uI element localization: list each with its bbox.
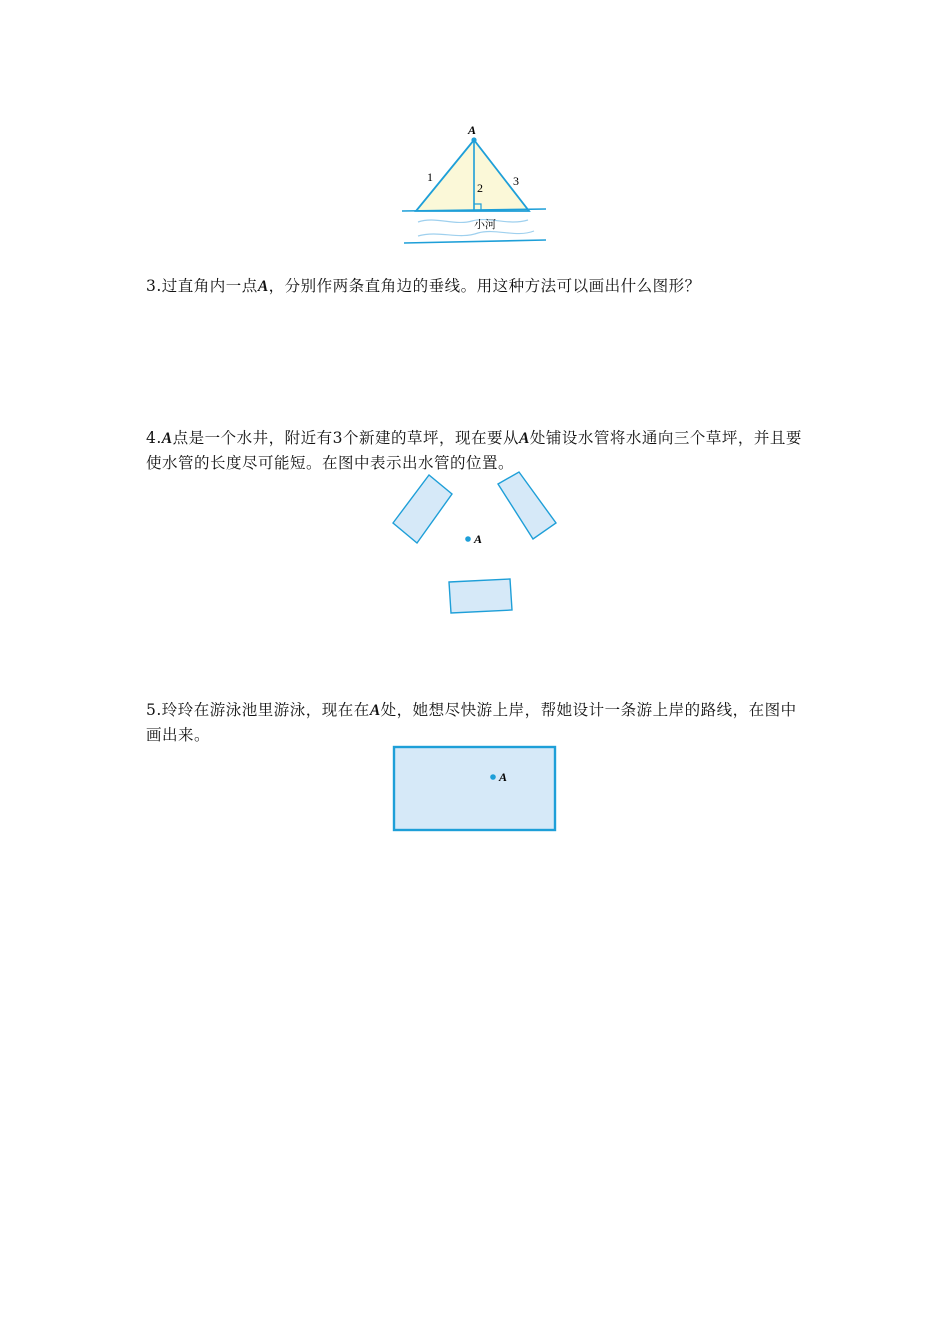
line-label-1: 1 <box>427 170 433 184</box>
lawn-bottom <box>449 579 512 613</box>
swimmer-label: A <box>499 770 508 784</box>
swimmer-dot <box>490 774 496 780</box>
river-wave-1 <box>418 220 528 223</box>
pool-rect <box>394 747 555 830</box>
figure-swimming-pool <box>392 745 558 833</box>
well-dot <box>465 536 471 542</box>
question-5-number: 5. <box>146 701 162 719</box>
question-4-point-label: A <box>161 430 173 447</box>
lawn-left <box>393 475 452 543</box>
question-3-text: ，分别作两条直角边的垂线。用这种方法可以画出什么图形？ <box>268 277 701 295</box>
river-wave-2 <box>418 231 534 236</box>
line-label-2: 2 <box>477 181 483 195</box>
question-5-text-2: 处，她想尽快游上岸，帮她设计一条游上岸的路线，在图中画出来。 <box>146 701 797 744</box>
figure-well-lawns <box>385 468 565 618</box>
question-5-text-1: 玲玲在游泳池里游泳，现在在 <box>161 701 370 719</box>
well-label: A <box>474 532 483 546</box>
river-label: 小河 <box>474 219 496 231</box>
question-5 <box>146 698 806 748</box>
point-a-label: A <box>468 123 477 137</box>
lawn-right <box>498 472 556 539</box>
question-4-number: 4. <box>146 429 162 447</box>
question-4-point-label-2: A <box>519 430 530 447</box>
question-4-text-2: 处铺设水管将水通向三个草坪，并且要使水管的长度尽可能短。在图中表示出水管的位置。 <box>146 429 802 472</box>
question-4-text-1: 点是一个水井，附近有3个新建的草坪，现在要从 <box>172 429 520 447</box>
question-5-point-label: A <box>369 702 381 719</box>
question-3-prefix: 过直角内一点 <box>161 277 258 295</box>
question-3-point-label: A <box>257 278 269 295</box>
question-3 <box>146 274 806 299</box>
point-a-dot <box>471 137 476 142</box>
figure-river-triangle <box>400 118 550 250</box>
question-3-number: 3. <box>146 277 162 295</box>
line-label-3: 3 <box>513 174 519 188</box>
riverbank-bottom <box>404 240 546 243</box>
